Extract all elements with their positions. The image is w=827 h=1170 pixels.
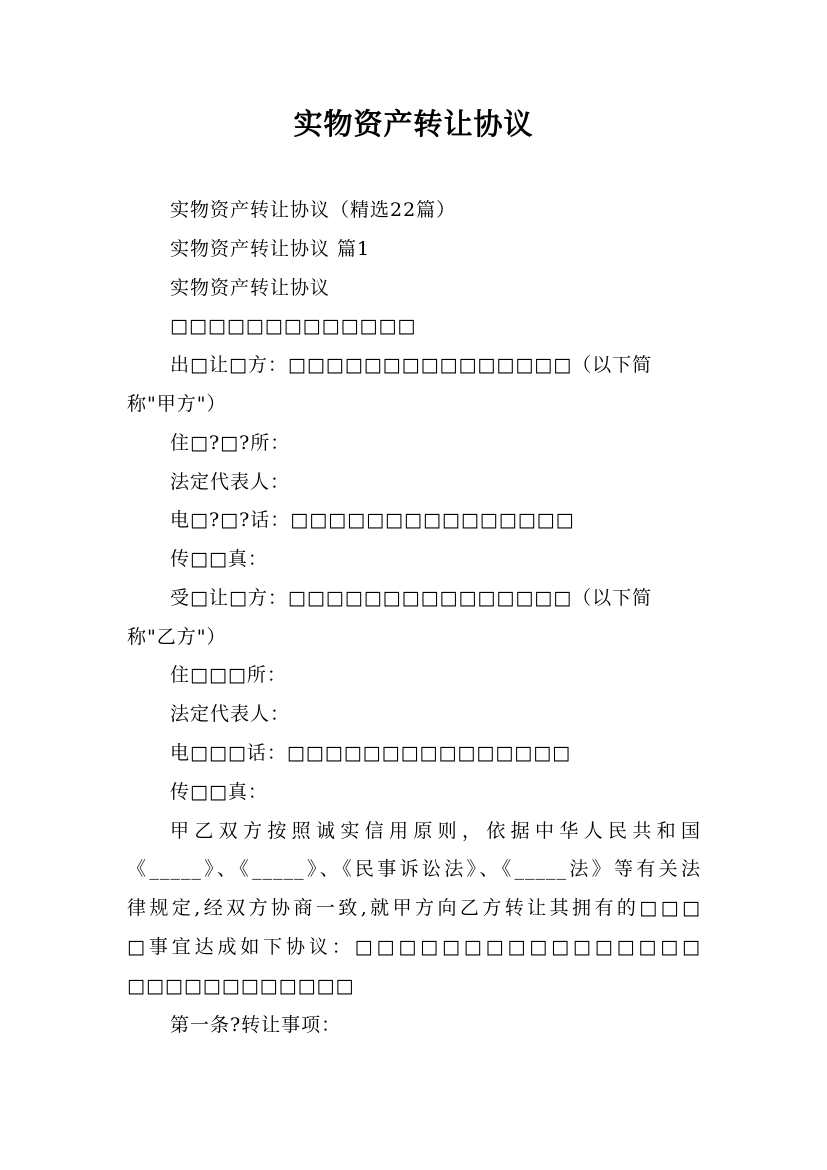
text-line: 甲乙双方按照诚实信用原则，依据中华人民共和国 <box>170 820 701 842</box>
text-line: 法定代表人： <box>170 471 291 493</box>
text-line: 住□□□所： <box>170 664 287 686</box>
text-line: 称"乙方"） <box>127 626 227 648</box>
document-title: 实物资产转让协议 <box>293 107 534 141</box>
text-line: 住□?□?所： <box>170 432 291 454</box>
text-line: □□□□□□□□□□□□□ <box>170 315 417 337</box>
text-line: 受□让□方：□□□□□□□□□□□□□□□（以下简 <box>170 587 653 609</box>
text-line: 《_____》、《_____》、《民事诉讼法》、《_____法》等有关法 <box>127 858 701 880</box>
text-line: 电□?□?话：□□□□□□□□□□□□□□□ <box>170 509 575 531</box>
text-line: □□□□□□□□□□□□ <box>127 975 355 997</box>
text-line: 实物资产转让协议 篇1 <box>170 238 371 260</box>
text-line: 实物资产转让协议（精选22篇） <box>170 199 457 221</box>
text-line: 第一条?转让事项： <box>170 1014 342 1036</box>
text-line: 律规定,经双方协商一致,就甲方向乙方转让其拥有的□□□ <box>127 897 701 919</box>
text-line: 电□□□话：□□□□□□□□□□□□□□□ <box>170 742 572 764</box>
text-line: 法定代表人： <box>170 703 291 725</box>
text-line: 出□让□方：□□□□□□□□□□□□□□□（以下简 <box>170 354 653 376</box>
text-line: 传□□真： <box>170 781 268 803</box>
text-line: □事宜达成如下协议：□□□□□□□□□□□□□□□□ <box>127 936 701 958</box>
text-line: 实物资产转让协议 <box>170 277 331 299</box>
text-line: 传□□真： <box>170 548 268 570</box>
text-line: 称"甲方"） <box>127 393 227 415</box>
